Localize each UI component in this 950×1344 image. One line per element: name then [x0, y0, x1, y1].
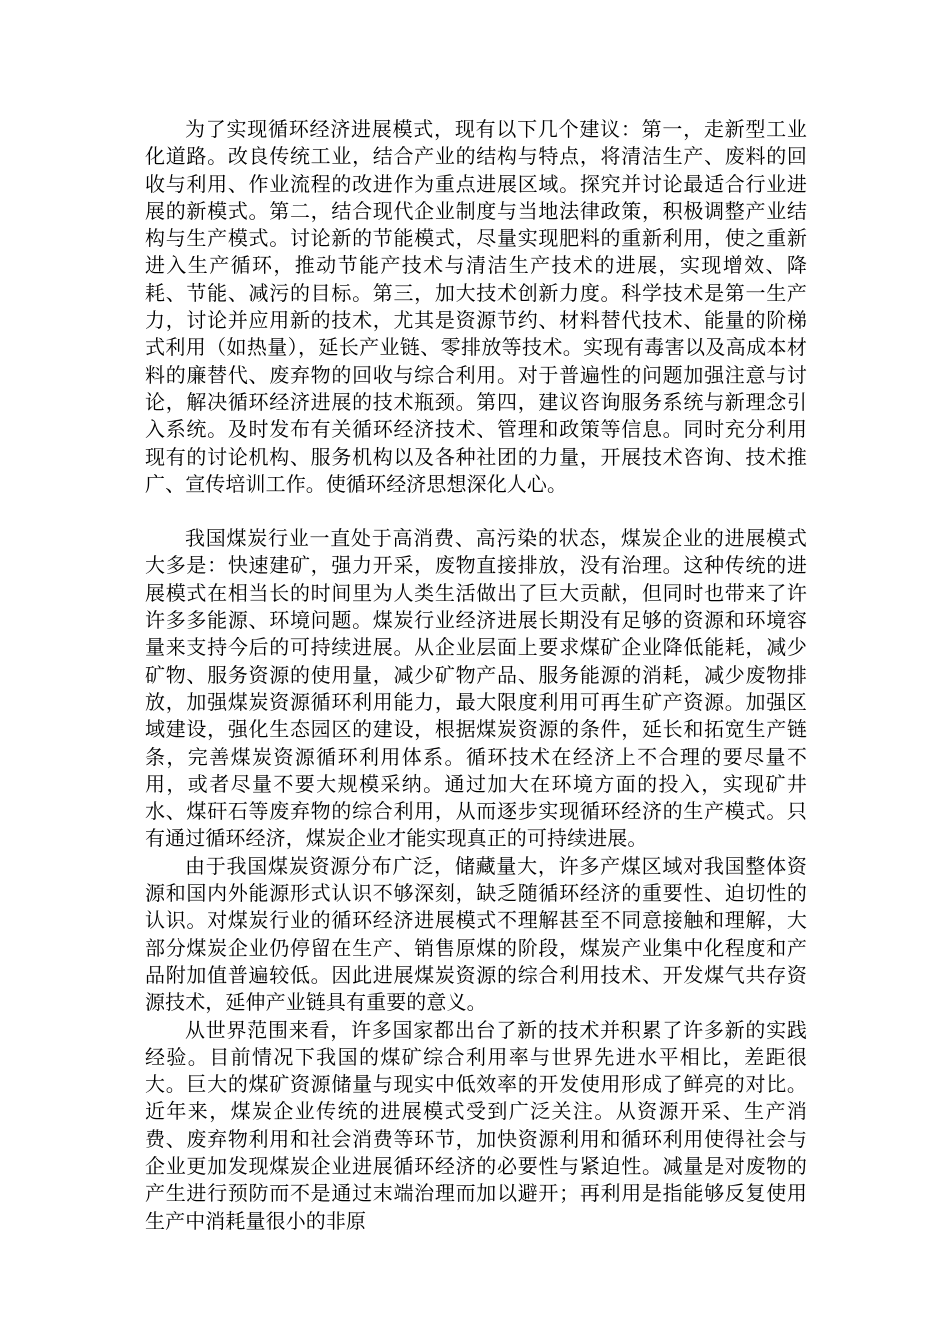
- paragraph-spacer: [145, 498, 807, 525]
- paragraph-world-experience: 从世界范围来看，许多国家都出台了新的技术并积累了许多新的实践经验。目前情况下我国的煤矿综合利用率与世界先进水平相比，差距很大。巨大的煤矿资源储量与现实中低效率的开发使用形成了鲜亮的对比。近年来，煤炭企业传统的进展模式受到广泛关注。从资源开采、生产消费、废弃物利用和社会消费等环节，加快资源利用和循环利用使得社会与企业更加发现煤炭企业进展循环经济的必要性与紧迫性。减量是对废物的产生进行预防而不是通过末端治理而加以避开；再利用是指能够反复使用生产中消耗量很小的非原: [145, 1017, 807, 1233]
- paragraph-coal-industry-status: 我国煤炭行业一直处于高消费、高污染的状态，煤炭企业的进展模式大多是：快速建矿，强力开采，废物直接排放，没有治理。这种传统的进展模式在相当长的时间里为人类生活做出了巨大贡献，但同时也带来了许许多多能源、环境问题。煤炭行业经济进展长期没有足够的资源和环境容量来支持今后的可持续进展。从企业层面上要求煤矿企业降低能耗，减少矿物、服务资源的使用量，减少矿物产品、服务能源的消耗，减少废物排放，加强煤炭资源循环利用能力，最大限度利用可再生矿产资源。加强区域建设，强化生态园区的建设，根据煤炭资源的条件，延长和拓宽生产链条，完善煤炭资源循环利用体系。循环技术在经济上不合理的要尽量不用，或者尽量不要大规模采纳。通过加大在环境方面的投入，实现矿井水、煤矸石等废弃物的综合利用，从而逐步实现循环经济的生产模式。只有通过循环经济，煤炭企业才能实现真正的可持续进展。: [145, 526, 807, 851]
- paragraph-circular-economy-suggestions: 为了实现循环经济进展模式，现有以下几个建议：第一，走新型工业化道路。改良传统工业，结合产业的结构与特点，将清洁生产、废料的回收与利用、作业流程的改进作为重点进展区域。探究并讨论最适合行业进展的新模式。第二，结合现代企业制度与当地法律政策，积极调整产业结构与生产模式。讨论新的节能模式，尽量实现肥料的重新利用，使之重新进入生产循环，推动节能产技术与清洁生产技术的进展，实现增效、降耗、节能、减污的目标。第三，加大技术创新力度。科学技术是第一生产力，讨论并应用新的技术，尤其是资源节约、材料替代技术、能量的阶梯式利用（如热量），延长产业链、零排放等技术。实现有毒害以及高成本材料的廉替代、废弃物的回收与综合利用。对于普遍性的问题加强注意与讨论，解决循环经济进展的技术瓶颈。第四，建议咨询服务系统与新理念引入系统。及时发布有关循环经济技术、管理和政策等信息。同时充分利用现有的讨论机构、服务机构以及各种社团的力量，开展技术咨询、技术推广、宣传培训工作。使循环经济思想深化人心。: [145, 117, 807, 496]
- document-page: [145, 116, 807, 1235]
- paragraph-coal-resource-awareness: 由于我国煤炭资源分布广泛，储藏量大，许多产煤区域对我国整体资源和国内外能源形式认识不够深刻，缺乏随循环经济的重要性、迫切性的认识。对煤炭行业的循环经济进展模式不理解甚至不同意接触和理解，大部分煤炭企业仍停留在生产、销售原煤的阶段，煤炭产业集中化程度和产品附加值普遍较低。因此进展煤炭资源的综合利用技术、开发煤气共存资源技术，延伸产业链具有重要的意义。: [145, 853, 807, 1015]
